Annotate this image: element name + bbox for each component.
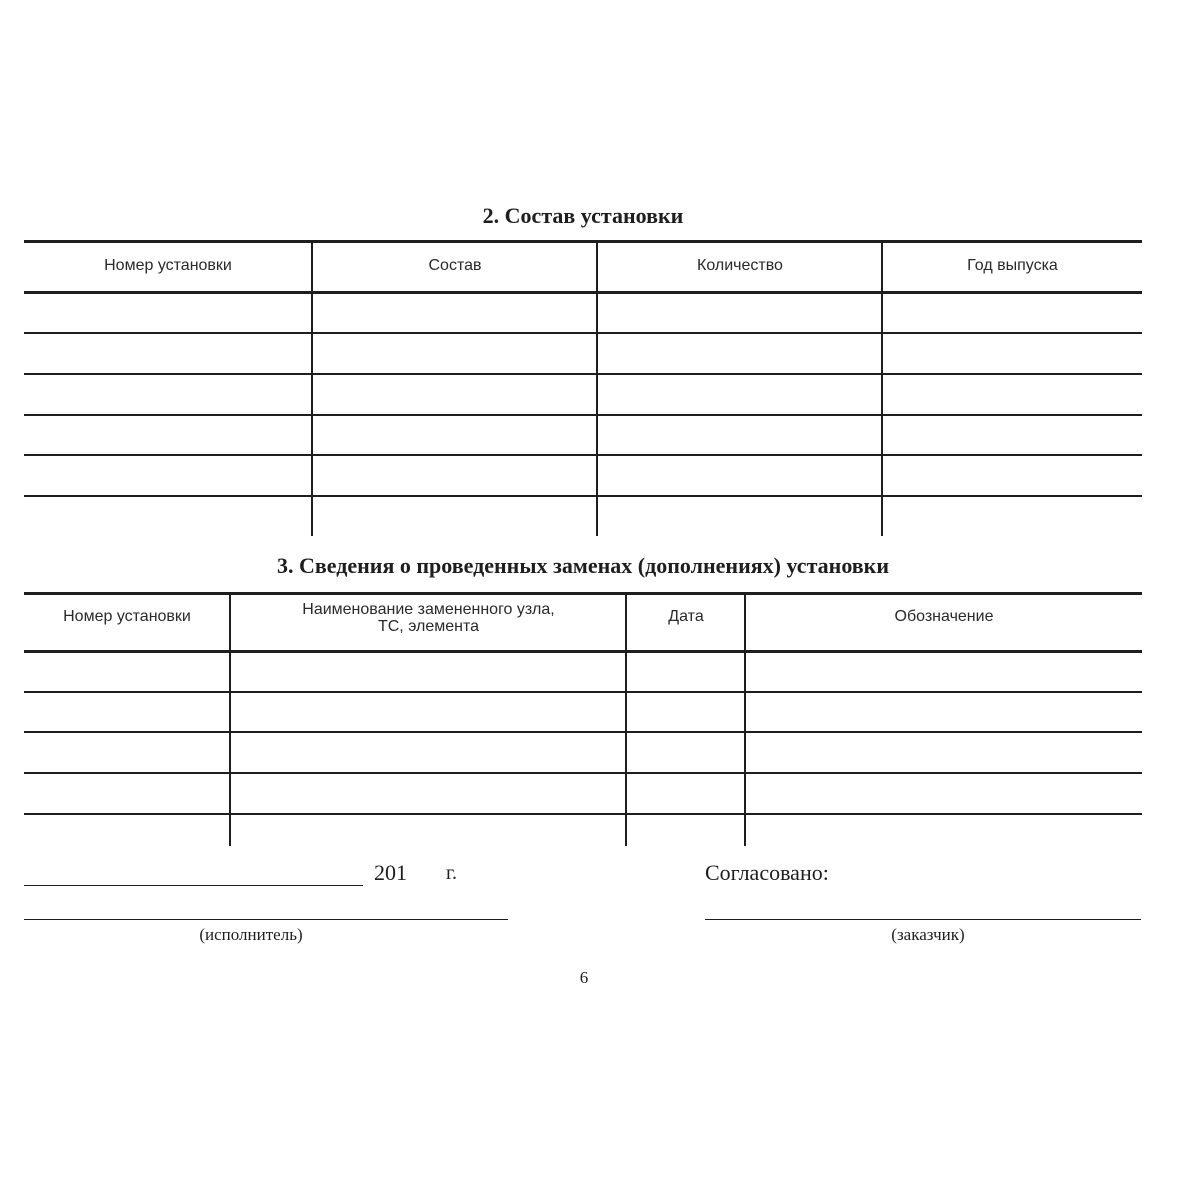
col-header-composition: Состав	[428, 257, 482, 274]
date-blank-line	[24, 885, 363, 886]
table-row	[24, 416, 1142, 454]
col-header-unit-number: Номер установки	[104, 257, 232, 274]
col-header-date: Дата	[668, 608, 704, 625]
customer-signature-line	[705, 919, 1141, 920]
table-row	[24, 294, 1142, 332]
col-header-replaced-part: Наименование замененного узла, ТС, элемента	[302, 601, 555, 635]
composition-table	[24, 240, 1142, 536]
table-top-border	[24, 592, 1142, 595]
agreed-label: Согласовано:	[705, 860, 829, 885]
table-row	[24, 334, 1142, 373]
table-row	[24, 815, 1142, 846]
replacements-table	[24, 592, 1142, 846]
col-header-year: Год выпуска	[967, 257, 1058, 274]
customer-caption: (заказчик)	[891, 925, 965, 944]
table-row	[24, 693, 1142, 731]
table-row	[24, 456, 1142, 495]
section-2-title: 2. Состав установки	[482, 203, 684, 228]
year-prefix: 201	[374, 860, 407, 885]
table-row	[24, 733, 1142, 772]
col-header-quantity: Количество	[697, 257, 783, 274]
table-row	[24, 375, 1142, 414]
col-header-designation: Обозначение	[894, 608, 994, 625]
table-row	[24, 497, 1142, 536]
executor-caption: (исполнитель)	[199, 925, 303, 944]
year-suffix: г.	[446, 862, 457, 884]
table-row	[24, 653, 1142, 691]
section-3-title: 3. Сведения о проведенных заменах (дополнениях) установки	[276, 553, 890, 578]
page-number: 6	[579, 968, 589, 987]
executor-signature-line	[24, 919, 508, 920]
table-row	[24, 774, 1142, 813]
col-header-unit-number: Номер установки	[63, 608, 191, 625]
table-top-border	[24, 240, 1142, 243]
